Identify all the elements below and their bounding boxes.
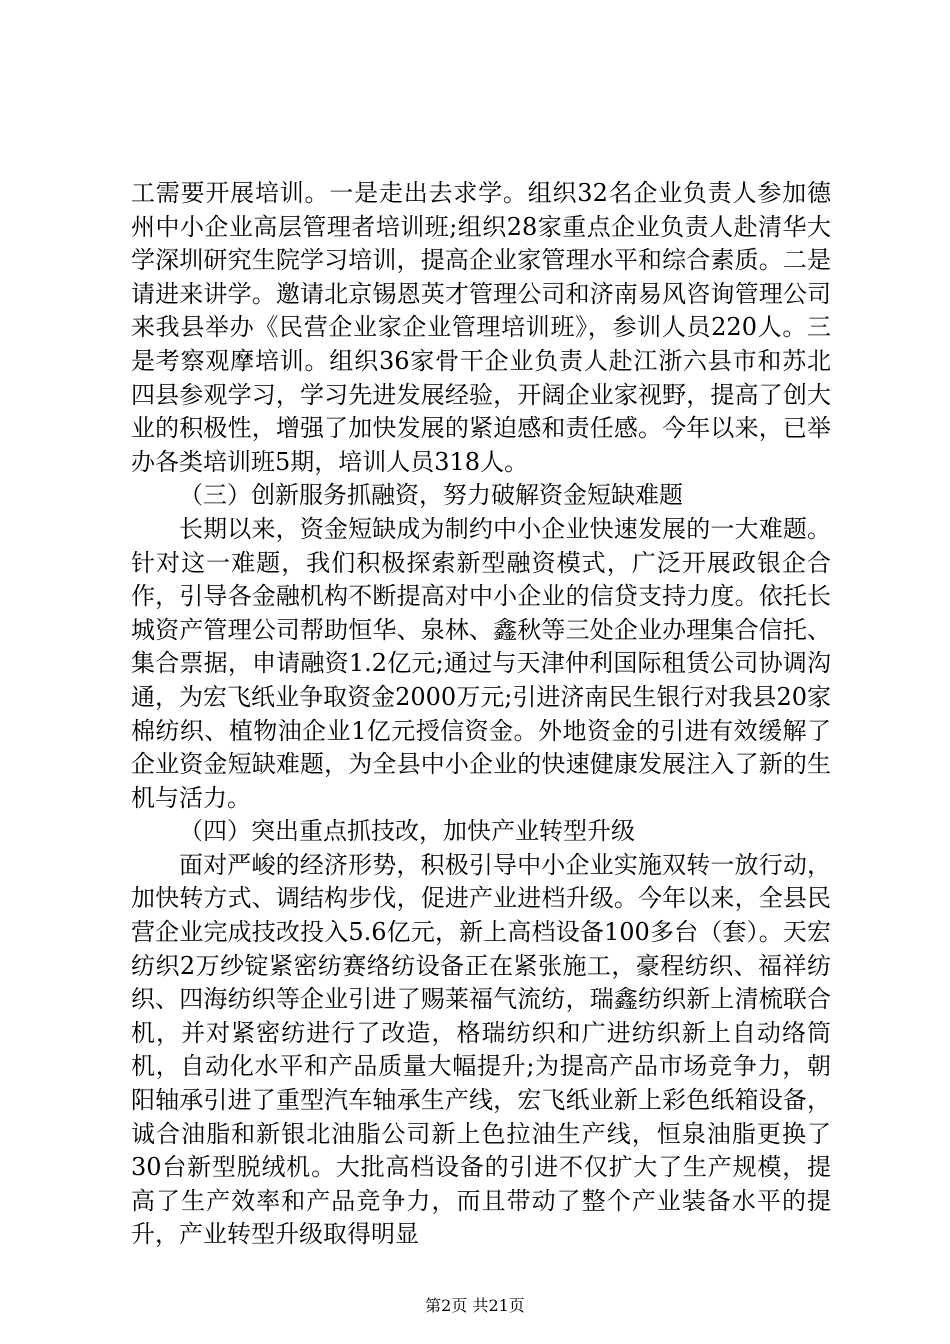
paragraph-financing: 长期以来，资金短缺成为制约中小企业快速发展的一大难题。针对这一难题，我们积极探索新型融资模式，广泛开展政银企合作，引导各金融机构不断提高对中小企业的信贷支持力度。依托长城资产管理公司帮助恒华、泉林、鑫秋等三处企业办理集合信托、集合票据，申请融资1.2亿元;通过与天津仲利国际租赁公司协调沟通，为宏飞纸业争取资金2000万元;引进济南民生银行对我县20家棉纺织、植物油企业1亿元授信资金。外地资金的引进有效缓解了企业资金短缺难题，为全县中小企业的快速健康发展注入了新的生机与活力。	[131, 514, 831, 812]
section-heading-tech-upgrade: （四）突出重点抓技改，加快产业转型升级	[179, 817, 635, 846]
paragraph-tech-upgrade: 面对严峻的经济形势，积极引导中小企业实施双转一放行动，加快转方式、调结构步伐，促进产业进档升级。今年以来，全县民营企业完成技改投入5.6亿元，新上高档设备100多台（套）。天宏纺织2万纱锭紧密纺赛络纺设备正在紧张施工，豪程纺织、福祥纺织、四海纺织等企业引进了赐莱福气流纺，瑞鑫纺织新上清梳联合机，并对紧密纺进行了改造，格瑞纺织和广进纺织新上自动络筒机，自动化水平和产品质量大幅提升;为提高产品市场竞争力，朝阳轴承引进了重型汽车轴承生产线，宏飞纸业新上彩色纸箱设备，诚合油脂和新银北油脂公司新上色拉油生产线，恒泉油脂更换了30台新型脱绒机。大批高档设备的引进不仅扩大了生产规模，提高了生产效率和产品竞争力，而且带动了整个产业装备水平的提升，产业转型升级取得明显	[131, 850, 831, 1249]
paragraph-training-continuation: 工需要开展培训。一是走出去求学。组织32名企业负责人参加德州中小企业高层管理者培训班;组织28家重点企业负责人赴清华大学深圳研究生院学习培训，提高企业家管理水平和综合素质。二是请进来讲学。邀请北京锡恩英才管理公司和济南易风咨询管理公司来我县举办《民营企业家企业管理培训班》，参训人员220人。三是考察观摩培训。组织36家骨干企业负责人赴江浙六县市和苏北四县参观学习，学习先进发展经验，开阔企业家视野，提高了创大业的积极性，增强了加快发展的紧迫感和责任感。今年以来，已举办各类培训班5期，培训人员318人。	[131, 179, 831, 476]
document-body	[131, 177, 831, 1252]
section-heading-financing: （三）创新服务抓融资，努力破解资金短缺难题	[179, 481, 683, 510]
page-footer: 第2页 共21页	[425, 1296, 525, 1315]
